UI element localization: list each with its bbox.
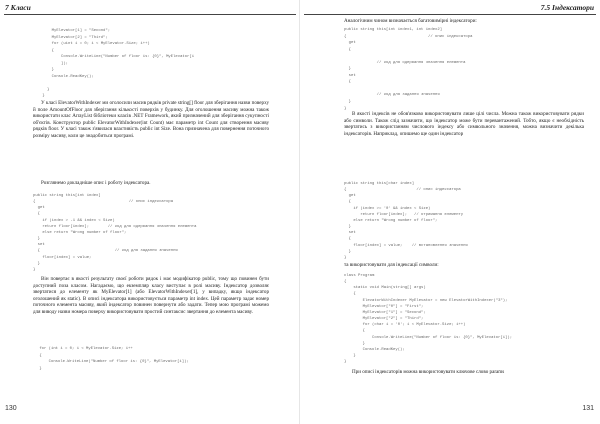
right-code-block-1: public string this[int index1, int index2] { // опис індексатора get { // код для одержання значення елемента } set { // код для задання значення } } bbox=[344, 28, 473, 111]
right-paragraph-2: В якості індексів не обов'язково використовувати лише цілі числа. Можна також використовувати рядки або символи. Також слід зазначити, що індексатор може бути перевантажений. Тобто, якщо є необхідність звертатись з використанням числового індексу або символьного значення, можна визначити декілька індексаторів. Наприклад, опишемо ще один індексатор bbox=[344, 111, 584, 137]
right-page bbox=[300, 0, 600, 424]
right-paragraph-4: При описі індексаторів можна використовувати ключове слово params bbox=[352, 369, 505, 375]
left-code-block-2: public string this[int index] { // опис індексатора get { if (index > -1 && index < Size) return floor[index]; // код для одержання значення елемента else return "Wrong number of floor"; } set { // код для задання значення floor[index] = value; } } bbox=[33, 194, 197, 272]
right-paragraph-3: та використовувати для індексації символи: bbox=[344, 262, 439, 268]
right-paragraph-1: Аналогічним чином визначається багатовимірні індексатори: bbox=[344, 18, 477, 24]
left-paragraph-1: У класі ElevatorWithIndexer ми оголосили масив рядків private string[] floor для зберігання назви поверху й поле AmountOfFloor для зберігання кількості поверхів у будинку. Для оголошення масиву можна також використати клас ArrayList бібліотеки класів .NET Framework, який призначений для зберігання сукупності об'єктів. Конструктор public ElevatorWithIndexer(int Count) має параметр int Count для створення масиву рядків floor. У класі також з'явилася властивість public int Size. Вона призначена для повернення поточного розміру масиву, коли це знадобиться програмі. bbox=[33, 100, 269, 139]
right-code-block-3: class Program { static void Main(string[] args) { ElevatorWithIndexer MyElevator = new ElevatorWithIndexer("3"); MyElevator["0"] = "First"; MyElevator["1"] = "Second"; MyElevator["2"] = "Third"; for (char i = '0'; i < MyElevator.Size; i++) { Console.WriteLine("Number of floor is: {0}", MyElevator[i]); } Console.ReadKey(); } } bbox=[344, 274, 513, 365]
left-code-block-1: MyElevator[1] = "Second"; MyElevator[2] = "Third"; for (uint i = 0; i < MyElevator.Size; i++) { Console.WriteLine("Number of floor is: {0}", MyElevator[i ]); } Console.ReadKey(); } } bbox=[42, 29, 195, 99]
left-header-rule bbox=[4, 14, 296, 15]
left-code-block-3: for (int i = 0; i < MyElevator.Size; i++ { Console.WriteLine("Number of floor is: {0}", MyElevator[i]); } bbox=[39, 347, 189, 371]
left-page-header: 7 Класи bbox=[5, 3, 31, 12]
right-header-rule bbox=[304, 14, 596, 15]
left-paragraph-3: Він повертає в якості результату своєї роботи рядок і має модифікатор public, тому що повинен бути доступний поза класом. Нагадаємо, що екземпляр класу виступає в ролі масиву. Індексатор дозволяє звертатися до елементу як MyElevator[1] (або ElevatorWithIndexer[1], у випадку, якщо індексатор оголошений як static). В описі індексатора використовується параметр int index. Цей параметр задає номер поточного елемента масиву, який індексатор повинен повернути або задати. Тепер мою програмі можемо для виводу назви номера поверху використовувати простий синтаксис звертання до елемента масиву. bbox=[33, 276, 269, 315]
left-paragraph-2: Розглянемо докладніше опис і роботу індексатора. bbox=[41, 180, 151, 186]
right-page-number: 131 bbox=[582, 405, 594, 412]
right-page-header: 7.5 Індексатори bbox=[540, 3, 594, 12]
right-code-block-2: public string this[char index] { // опис індексатора get { if (index >= '0' && index < Size) return floor[index]; // отримання елементу else return "Wrong number of floor"; } set { floor[index] = value; // встановлення значення } } bbox=[344, 182, 468, 260]
left-page-number: 130 bbox=[5, 405, 17, 412]
